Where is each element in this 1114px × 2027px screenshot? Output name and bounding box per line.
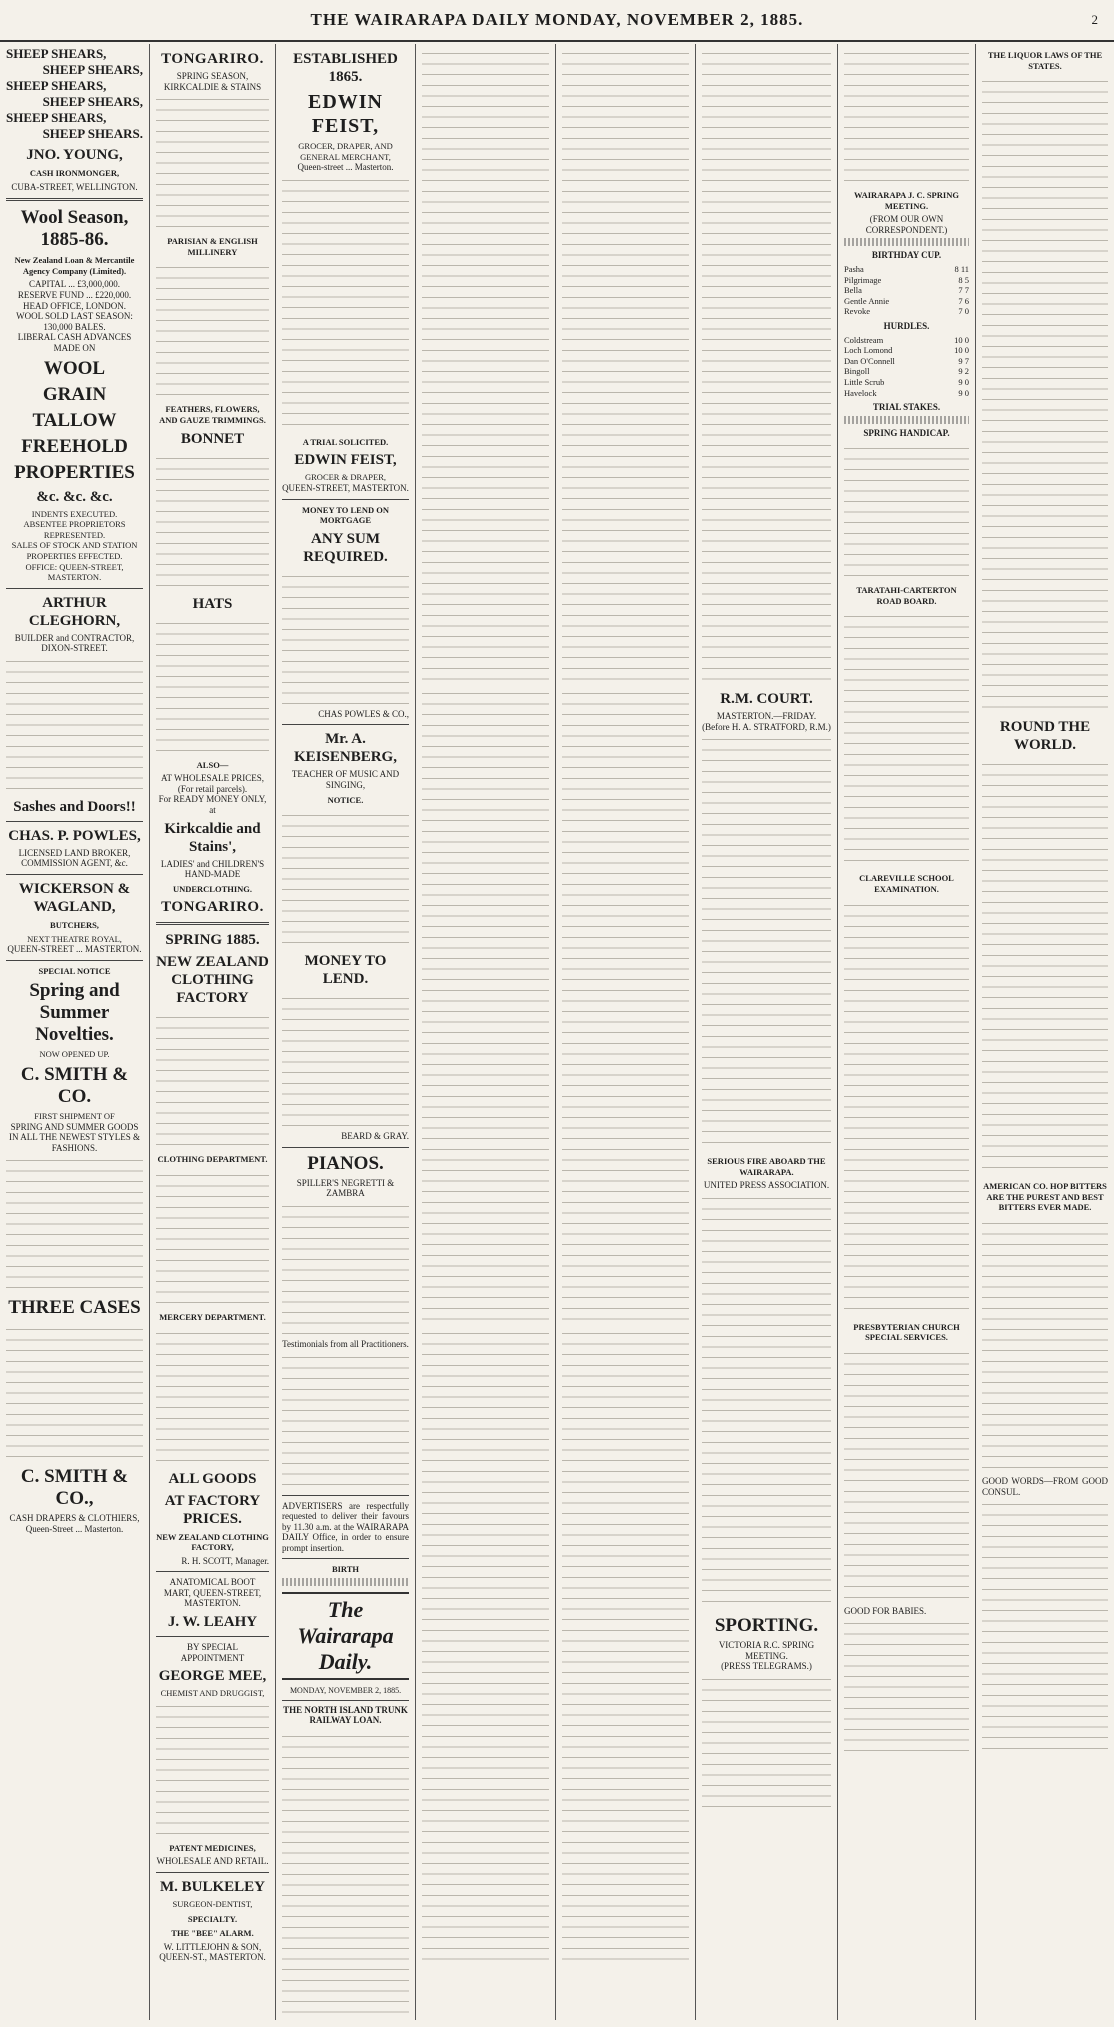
cleghorn-name: ARTHUR CLEGHORN, [28,594,121,629]
office-address: OFFICE: QUEEN-STREET, MASTERTON. [25,561,124,583]
money-to-lend: MONEY TO LEND ON MORTGAGE [302,504,389,526]
body-text-block [982,74,1108,714]
ready-money: For READY MONEY ONLY, at [158,794,267,815]
reserve-fund: RESERVE FUND ... £220,000. [17,289,132,300]
any-sum: ANY SUM REQUIRED. [303,530,388,565]
birth-heading: BIRTH [331,1564,360,1575]
divider [282,1495,409,1496]
all-goods: ALL GOODS [168,1470,257,1487]
body-text-block [844,898,969,1318]
column-3 [276,44,416,2020]
body-text-block [282,808,409,948]
presbyterian-heading: PRESBYTERIAN CHURCH SPECIAL SERVICES. [853,1321,960,1343]
chemist-druggist: CHEMIST AND DRUGGIST, [160,1688,265,1699]
body-text-block [844,609,969,869]
george-mee: GEORGE MEE, [158,1668,267,1685]
absentee: ABSENTEE PROPRIETORS REPRESENTED. [23,519,126,540]
hurdles: HURDLES. [883,320,930,331]
column-1 [0,44,150,2020]
smith-name-2: C. SMITH & CO., [20,1466,129,1510]
grain-word: GRAIN [42,383,107,405]
sporting-heading: SPORTING. [714,1614,819,1636]
body-text-block [562,1326,689,1966]
powles-name: CHAS. P. POWLES, [8,827,141,844]
divider [156,1636,269,1637]
wjc-subheading: (FROM OUR OWN CORRESPONDENT.) [865,214,948,235]
etc-text: &c. &c. &c. [36,488,113,505]
body-text-block [156,1010,269,1150]
littlejohn-address: QUEEN-ST., MASTERTON. [159,1952,266,1963]
divider [282,499,409,500]
feathers: FEATHERS, FLOWERS, AND GAUZE TRIMMINGS. [159,404,266,425]
dateline: MONDAY, NOVEMBER 2, 1885. [282,1686,409,1701]
tongariro-heading: TONGARIRO. [161,51,264,67]
feist-address-2: QUEEN-STREET, MASTERTON. [282,482,409,493]
body-text-block [702,1672,831,1812]
bulkeley: M. BULKELEY [159,1879,265,1896]
divider [156,922,269,925]
divider [6,198,143,201]
body-text-block [562,686,689,1326]
body-text-block [156,1168,269,1308]
sheep-shears-2: SHEEP SHEARS, [42,62,143,77]
sales: SALES OF STOCK AND STATION PROPERTIES EFFECTED. [11,540,138,561]
column-5 [556,44,696,2020]
taratahi-heading: TARATAHI-CARTERTON ROAD BOARD. [856,585,957,606]
rm-court-date: MASTERTON.—FRIDAY. [716,711,817,721]
sheep-shears-6: SHEEP SHEARS. [42,126,143,141]
hats: HATS [192,595,233,612]
body-text-block [844,1616,969,1756]
divider [6,960,143,961]
railway-loan-heading: THE NORTH ISLAND TRUNK RAILWAY LOAN. [283,1704,408,1726]
wool-word: WOOL [43,357,106,379]
advertisers-notice: ADVERTISERS are respectfully requested to deliver their favours by 11.30 a.m. at the WAIRARAPA DAILY Office, in order to ensure prompt insertion. [282,1500,409,1553]
liquor-laws-heading: THE LIQUOR LAWS OF THE STATES. [987,50,1103,71]
properties-word: PROPERTIES [14,461,135,483]
spring-novelties: Spring and Summer Novelties. [29,980,120,1046]
serious-fire-heading: SERIOUS FIRE ABOARD THE WAIRARAPA. [707,1156,826,1177]
birthday-cup-list [844,264,969,317]
wickerson-address: QUEEN-STREET ... MASTERTON. [7,944,142,955]
column-7 [838,44,976,2020]
body-text-block [282,173,409,433]
divider [282,1558,409,1559]
first-shipment: FIRST SHIPMENT OF [34,1111,115,1122]
column-6 [696,44,838,2020]
list-item: Little Scrub 9 0 [844,376,969,387]
body-text-block [282,569,409,709]
press-association: UNITED PRESS ASSOCIATION. [703,1180,830,1191]
spring-1885: SPRING 1885. [165,932,260,949]
body-text-block [844,441,969,581]
by-special-appointment: BY SPECIAL APPOINTMENT [180,1642,245,1663]
rm-court-heading: R.M. COURT. [720,691,813,707]
wholesale-prices: AT WHOLESALE PRICES, (For retail parcels). [161,773,264,794]
body-text-block [156,260,269,400]
body-text-block [6,654,143,794]
body-text-block [844,46,969,186]
body-text-block [844,1346,969,1606]
underclothing: UNDERCLOTHING. [172,883,253,894]
capital: CAPITAL ... £3,000,000. [29,279,120,290]
money-to-lend-2: MONEY TO LEND. [304,953,387,988]
body-text-block [702,1191,831,1611]
divider [156,1872,269,1873]
feist-name: EDWIN FEIST, [307,91,383,137]
grocer-draper: GROCER & DRAPER, [305,472,386,483]
sashes-doors: Sashes and Doors!! [13,798,136,815]
american-hop-bitters-heading: AMERICAN CO. HOP BITTERS ARE THE PUREST AND BEST BITTERS EVER MADE. [983,1181,1107,1213]
divider [6,588,143,589]
wool-season-heading: Wool Season, 1885-86. [20,207,129,251]
freehold-word: FREEHOLD [21,435,128,457]
birth-text [282,1578,409,1586]
spring-goods: SPRING AND SUMMER GOODS IN ALL THE NEWEST STYLES & FASHIONS. [8,1121,141,1153]
cash-drapers: CASH DRAPERS & CLOTHIERS, [9,1513,140,1524]
body-text-block [282,1729,409,2020]
nz-clothing-factory-2: NEW ZEALAND CLOTHING FACTORY, [156,1531,269,1553]
next-theatre: NEXT THEATRE ROYAL, [27,933,122,944]
surgeon-dentist: SURGEON-DENTIST, [172,1899,253,1910]
round-the-world-heading: ROUND THE WORLD. [999,719,1091,754]
feist-address: Queen-street ... Masterton. [297,162,394,173]
page-number: 2 [1091,12,1098,27]
list-item: Loch Lomond 10 0 [844,345,969,356]
nz-loan-heading: New Zealand Loan & Mercantile Agency Company (Limited). [14,255,135,276]
wjc-heading: WAIRARAPA J. C. SPRING MEETING. [854,190,959,211]
indents: INDENTS EXECUTED. [31,508,118,519]
kirkcaldie: Kirkcaldie and Stains', [164,820,261,855]
clareville-heading: CLAREVILLE SCHOOL EXAMINATION. [859,873,954,895]
list-item: Gentle Annie 7 6 [844,295,969,306]
press-telegrams: (PRESS TELEGRAMS.) [721,1661,812,1672]
mercery-department: MERCERY DEPARTMENT. [159,1311,266,1322]
bonnet: BONNET [180,430,245,447]
trial-solicited: A TRIAL SOLICITED. [302,436,389,447]
head-office: HEAD OFFICE, LONDON. [23,300,126,311]
trial-stakes-text [844,416,969,424]
list-item: Pilgrimage 8 5 [844,274,969,285]
good-words: GOOD WORDS—FROM GOOD CONSUL. [982,1475,1108,1497]
sheep-shears-1: SHEEP SHEARS, [6,46,107,61]
good-for-babies: GOOD FOR BABIES. [844,1605,927,1616]
body-text-block [282,1199,409,1339]
list-item: Bingoll 9 2 [844,366,969,377]
column-4 [416,44,556,2020]
tongariro-heading-2: TONGARIRO. [161,899,264,916]
butchers: BUTCHERS, [50,920,99,931]
feist-trade: GROCER, DRAPER, AND GENERAL MERCHANT, [298,141,393,162]
body-text-block [6,1153,143,1293]
manager: R. H. SCOTT, Manager. [181,1555,269,1566]
smith-address: Queen-Street ... Masterton. [25,1524,124,1534]
parisian-millinery: PARISIAN & ENGLISH MILLINERY [167,236,258,257]
nz-clothing-factory: NEW ZEALAND CLOTHING FACTORY [156,954,269,1007]
body-text-block [156,92,269,232]
column-8 [976,44,1114,2020]
list-item: Dan O'Connell 9 7 [844,355,969,366]
body-text-block [982,757,1108,1177]
three-cases: THREE CASES [8,1297,141,1319]
leahy: J. W. LEAHY [167,1614,258,1631]
smith-name: C. SMITH & CO. [20,1064,129,1108]
also: ALSO— [196,759,229,770]
body-text-block [156,1326,269,1466]
hurdles-list [844,335,969,399]
list-item: Pasha 8 11 [844,263,969,274]
cleghorn-trade: BUILDER and CONTRACTOR, DIXON-STREET. [14,632,135,654]
intro-text [844,238,969,246]
tallow-word: TALLOW [32,409,117,431]
body-text-block [6,1322,143,1462]
sheep-shears-5: SHEEP SHEARS, [6,110,107,125]
body-text-block [282,1350,409,1490]
wholesale-retail: WHOLESALE AND RETAIL. [156,1856,269,1867]
wool-sold: WOOL SOLD LAST SEASON: 130,000 BALES. [16,311,133,332]
spring-season: SPRING SEASON, KIRKCALDIE & STAINS [163,71,262,92]
nameplate: The Wairarapa Daily. [282,1592,409,1680]
wickerson-name: WICKERSON & WAGLAND, [18,881,131,916]
body-text-block [156,451,269,591]
body-text-block [156,616,269,756]
beard-gray: BEARD & GRAY. [341,1131,409,1142]
divider [156,1571,269,1572]
chas-powles: CHAS POWLES & CO., [318,708,409,719]
list-item: Havelock 9 0 [844,387,969,398]
powles-trade: LICENSED LAND BROKER, COMMISSION AGENT, &c. [18,847,131,869]
rm-court-before: (Before H. A. STRATFORD, R.M.) [702,721,831,732]
divider [6,874,143,875]
trial-stakes: TRIAL STAKES. [872,402,941,413]
pianos: PIANOS. [307,1152,384,1174]
body-text-block [702,732,831,1152]
feist-name-2: EDWIN FEIST, [294,452,397,469]
body-text-block [422,1326,549,1966]
specialty: SPECIALTY. [187,1913,238,1924]
vrc-heading: VICTORIA R.C. SPRING MEETING. [718,1639,815,1661]
birthday-cup: BIRTHDAY CUP. [871,250,942,261]
body-text-block [422,686,549,1326]
spiller: SPILLER'S NEGRETTI & ZAMBRA [296,1177,395,1199]
list-item: Coldstream 10 0 [844,334,969,345]
established: ESTABLISHED 1865. [293,51,398,85]
body-text-block [702,46,831,686]
special-notice: SPECIAL NOTICE [38,965,111,976]
clothing-department: CLOTHING DEPARTMENT. [157,1154,268,1165]
littlejohn: W. LITTLEJOHN & SON, [163,1941,262,1952]
cash-advances: LIBERAL CASH ADVANCES MADE ON [17,332,132,353]
column-2 [150,44,276,2020]
patent-medicines: PATENT MEDICINES, [169,1842,256,1853]
body-text-block [982,1497,1108,1757]
divider [282,1147,409,1148]
anatomical-boot-mart: ANATOMICAL BOOT MART, QUEEN-STREET, MASTERTON. [163,1577,262,1609]
list-item: Revoke 7 0 [844,306,969,317]
young-address: CUBA-STREET, WELLINGTON. [11,181,138,192]
keisenberg: Mr. A. KEISENBERG, [294,731,397,766]
sheep-shears-3: SHEEP SHEARS, [6,78,107,93]
body-text-block [422,46,549,686]
spring-handicap: SPRING HANDICAP. [863,427,950,438]
young-trade: CASH IRONMONGER, [29,168,120,178]
body-text-block [282,991,409,1131]
ladies-children: LADIES' and CHILDREN'S HAND-MADE [160,858,265,880]
page-title: THE WAIRARAPA DAILY MONDAY, NOVEMBER 2, 1885. [310,10,804,29]
masthead [0,0,1114,42]
divider [282,724,409,725]
sheep-shears-4: SHEEP SHEARS, [42,94,143,109]
bee-alarm: THE "BEE" ALARM. [171,1928,254,1939]
at-factory-prices: AT FACTORY PRICES. [164,1492,261,1527]
list-item: Bella 7 7 [844,285,969,296]
keisenberg-trade: TEACHER OF MUSIC AND SINGING, [291,769,400,790]
testimonials: Testimonials from all Practitioners. [282,1338,409,1349]
body-text-block [156,1699,269,1839]
young-name: JNO. YOUNG, [26,147,123,163]
body-text-block [562,46,689,686]
now-opened: NOW OPENED UP. [39,1049,110,1060]
notice: NOTICE. [327,794,364,805]
body-text-block [982,1216,1108,1476]
divider [6,821,143,822]
